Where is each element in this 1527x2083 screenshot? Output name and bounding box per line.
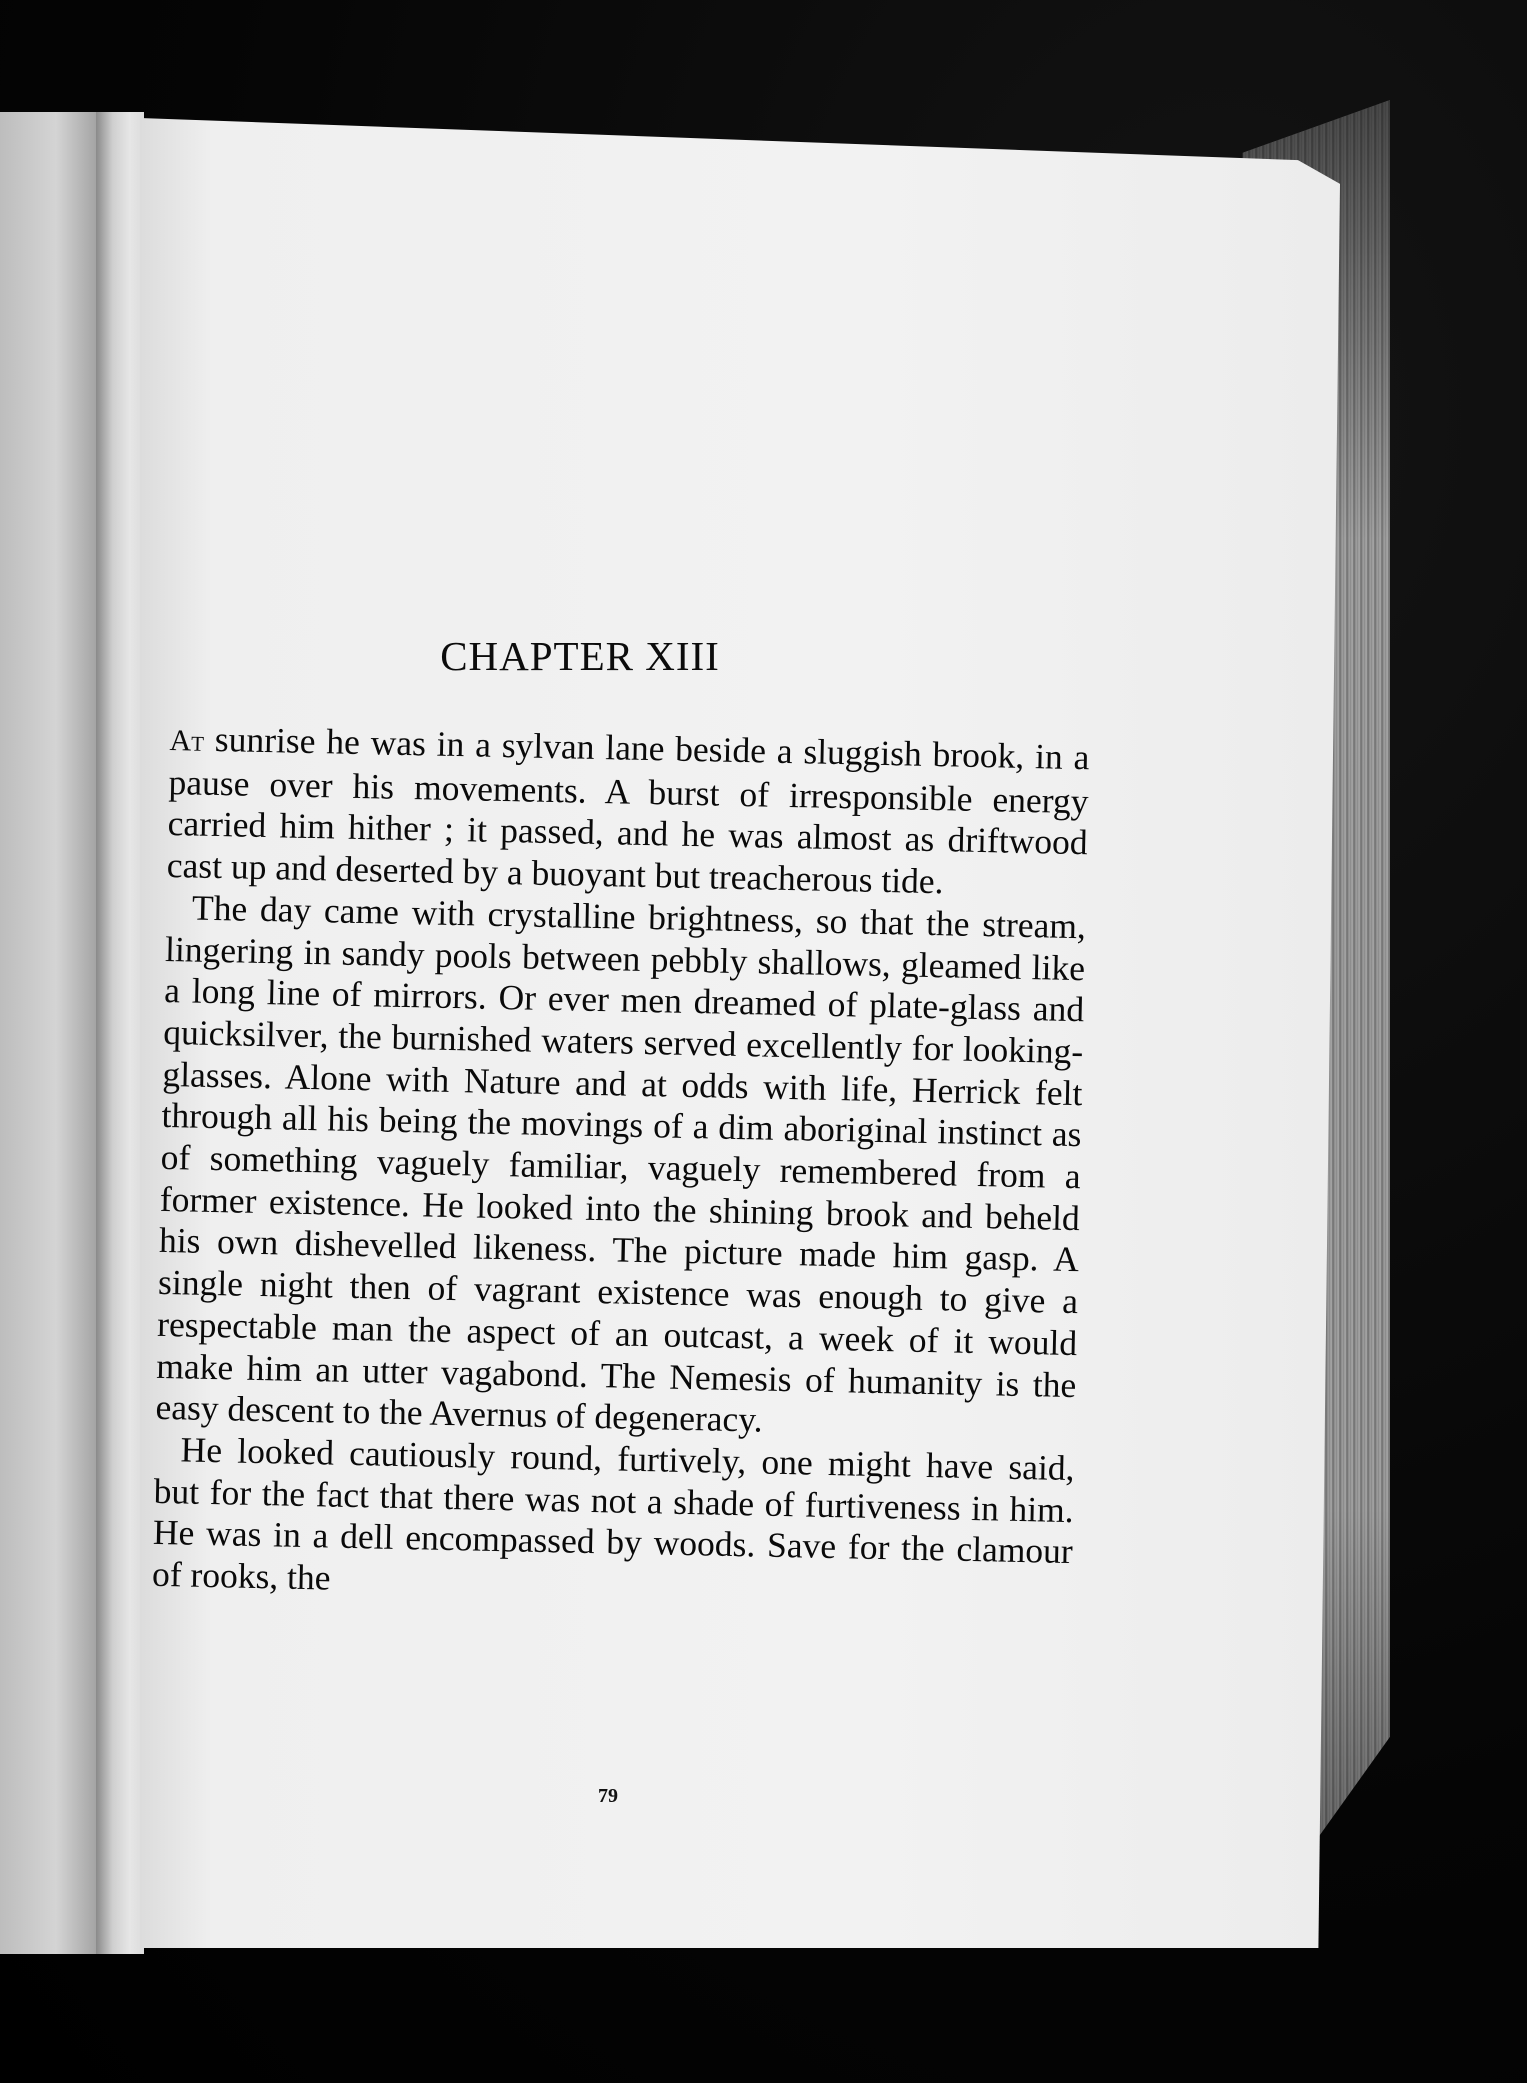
paragraph-1-text: sunrise he was in a sylvan lane beside a sluggish brook, in a pause over his movements. A burst of irresponsible energy carried him hither ; it passed, and he was almost as driftwood cast up and deserted by a buoyant but treacherous tide.	[166, 718, 1090, 902]
page-number: 79	[598, 1785, 618, 1807]
paragraph-1	[166, 718, 1089, 906]
body-text	[152, 718, 1090, 1615]
paragraph-1-lead: At	[169, 723, 205, 758]
chapter-title: CHAPTER XIII	[440, 633, 720, 679]
paragraph-3: He looked cautiously round, furtively, one might have said, but for the fact that there was not a shade of furtiveness in him. He was in a dell encompassed by woods. Save for the clamour of rooks, the	[151, 1429, 1075, 1598]
book-gutter	[96, 112, 144, 1954]
paragraph-2: The day came with crystalline brightness, so that the stream, lingering in sandy pools between pebbly shallows, gleamed like a long line of mirrors. Or ever men dreamed of plate-glass and quicksilver, the burnished waters served excellently for looking-glasses. Alone with Nature and at odds with life, Herrick felt through all his being the movings of a dim aboriginal instinct as of something vaguely familiar, vaguely remembered from a former existence. He looked into the shining brook and beheld his own dishevelled likeness. The picture made him gasp. A single night then of vagrant existence was enough to give a respectable man the aspect of an outcast, a week of it would make him an utter vagabond. The Nemesis of humanity is the easy descent to the Avernus of degeneracy.	[155, 887, 1087, 1440]
